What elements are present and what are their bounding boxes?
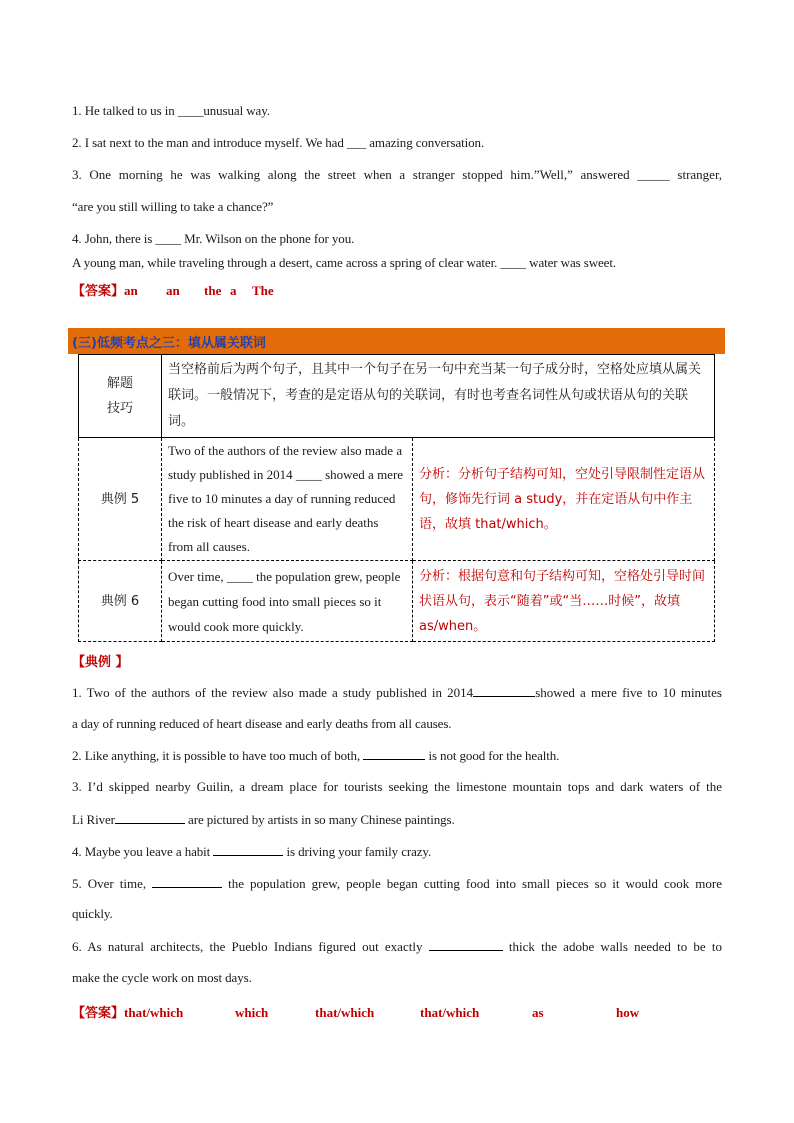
answer-line-2 [72,1002,639,1021]
answer-blank [473,684,535,697]
answer-item: an [124,283,138,298]
section-heading: (三)低频考点之三：填从属关联词 [72,336,266,351]
example-6-text: Over time, ____ the population grew, people began cutting food into small pieces so it would cook more quickly. [162,561,413,642]
exercise-5-text: 5. Over time, [72,876,147,891]
answer-item: which [235,1005,269,1020]
answer-line-1 [72,280,274,299]
answer-item: that/which [124,1005,184,1020]
answer-item: The [252,283,274,298]
exercise-4 [72,843,431,860]
exercise-3-line1: 3. I’d skipped nearby Guilin, a dream place for tourists seeking the limestone mountain tops and dark waters of the [72,779,722,794]
question-1: 1. He talked to us in ____unusual way. [72,103,270,118]
answer-blank [152,875,222,888]
question-3-line2: “are you still willing to take a chance?” [72,199,274,214]
answer-item: as [532,1005,544,1020]
answer-item: a [230,283,237,298]
answer-label: 【答案】 [72,1006,125,1021]
exercise-2-text: 2. Like anything, it is possible to have too much of both, [72,748,361,763]
exercise-1-line1 [72,684,722,701]
answer-blank [213,843,283,856]
skill-text-cell: 当空格前后为两个句子，且其中一个句子在另一句中充当某一句子成分时，空格处应填从属关联词。一般情况下，考查的是定语从句的关联词，有时也考查名词性从句或状语从句的关联词。 [162,355,715,438]
example-5-label: 典例 5 [79,438,162,561]
table-row [79,561,715,642]
skill-label-cell [79,355,162,438]
question-2: 2. I sat next to the man and introduce myself. We had ___ amazing conversation. [72,135,485,150]
example-6-label: 典例 6 [79,561,162,642]
answer-label: 【答案】 [72,284,125,299]
exercise-1-text: 1. Two of the authors of the review also made a study published in 2014 [72,685,474,700]
exercise-3-line2 [72,811,455,828]
answer-blank [115,811,185,824]
answer-item: that/which [420,1005,480,1020]
exercise-3-text: are pictured by artists in so many Chinese paintings. [188,812,455,827]
exercise-3-text: Li River [72,812,115,827]
example-5-text: Two of the authors of the review also made a study published in 2014 ____ showed a mere five to 10 minutes a day of running reduced the risk of heart disease and early deaths from all causes. [162,438,413,561]
answer-blank [363,747,425,760]
exercise-4-text: is driving your family crazy. [286,844,432,859]
exercise-5-text: the population grew, people began cutting food into small pieces so it would cook more [228,876,723,891]
question-3-line1: 3. One morning he was walking along the street when a stranger stopped him.”Well,” answered _____ stranger, [72,167,722,182]
exercise-4-text: 4. Maybe you leave a habit [72,844,211,859]
exercise-1-line2: a day of running reduced of heart disease and early deaths from all causes. [72,716,452,731]
skill-label-line1: 解题 [106,376,133,391]
answer-blank [429,938,503,951]
answer-item: how [616,1005,640,1020]
exercise-1-text: showed a mere five to 10 minutes [535,685,722,700]
exercise-6-text: 6. As natural architects, the Pueblo Indians figured out exactly [72,939,423,954]
exercise-6-text: thick the adobe walls needed to be to [508,939,723,954]
answer-item: an [166,283,180,298]
exercise-5-line1 [72,875,722,892]
skill-label-line2: 技巧 [106,401,133,416]
example-6-analysis: 分析：根据句意和句子结构可知，空格处引导时间状语从句，表示“随着”或“当……时候”，故填 as/when。 [413,561,715,642]
table-row [79,355,715,438]
question-4: 4. John, there is ____ Mr. Wilson on the phone for you. [72,231,355,246]
section-heading-bar [68,328,725,354]
typical-examples-label: 【典例 】 [72,655,129,670]
table-row [79,438,715,561]
exercise-5-line2: quickly. [72,906,113,921]
answer-item: the [204,283,222,298]
exercise-6-line2: make the cycle work on most days. [72,970,252,985]
example-5-analysis: 分析：分析句子结构可知，空处引导限制性定语从句，修饰先行词 a study，并在定语从句中作主语，故填 that/which。 [413,438,715,561]
exercise-6-line1 [72,938,722,955]
question-5: A young man, while traveling through a desert, came across a spring of clear water. ____ water was sweet. [72,255,616,270]
exercise-2 [72,747,559,764]
tips-table [78,354,715,642]
exercise-2-text: is not good for the health. [428,748,560,763]
answer-item: that/which [315,1005,375,1020]
